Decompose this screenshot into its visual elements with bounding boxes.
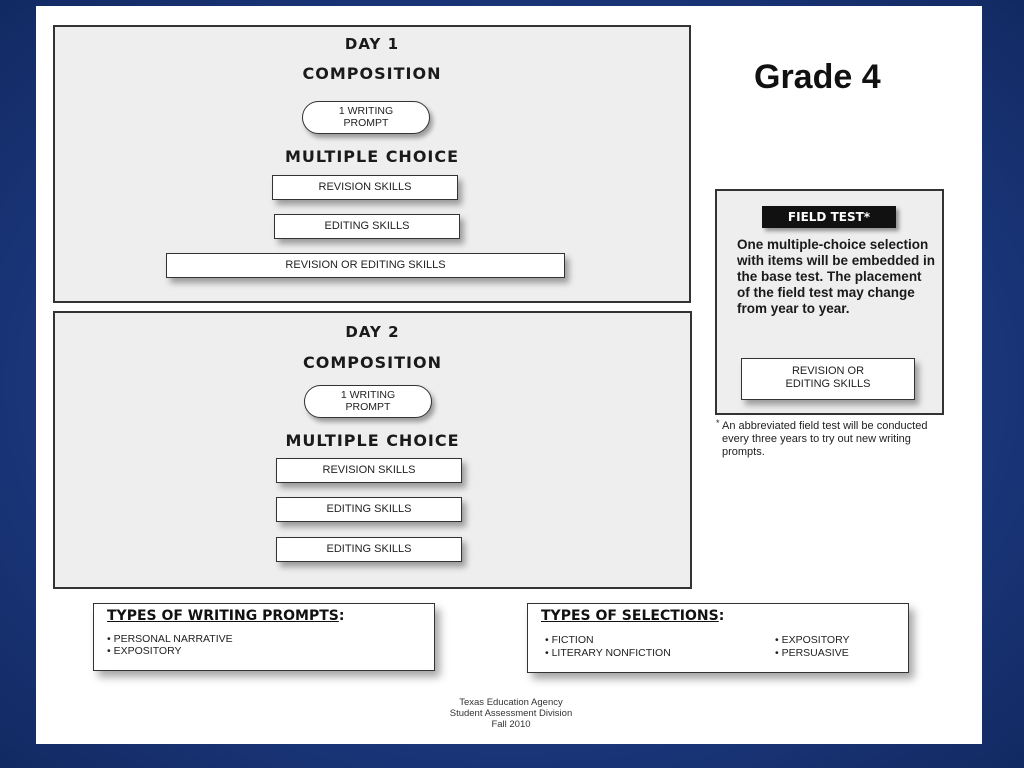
credit-line3: Fall 2010 [491, 719, 531, 730]
selection-item: • EXPOSITORY [775, 634, 850, 646]
day2-prompt-line2: PROMPT [345, 401, 391, 413]
grade-title: Grade 4 [754, 58, 881, 96]
writing-prompt-item: • PERSONAL NARRATIVE [107, 633, 233, 645]
day1-composition-heading: COMPOSITION [302, 64, 442, 83]
day2-multiple-choice-heading: MULTIPLE CHOICE [285, 431, 460, 450]
day1-title: DAY 1 [344, 35, 400, 53]
writing-prompts-heading [107, 608, 344, 624]
day2-writing-prompt [304, 385, 432, 418]
day2-composition-heading: COMPOSITION [303, 353, 442, 372]
day1-writing-prompt [302, 101, 430, 134]
field-test-panel [715, 189, 944, 415]
selection-item: • FICTION [545, 634, 594, 646]
day1-box-revision-skills: REVISION SKILLS [272, 175, 458, 200]
field-test-footnote: An abbreviated field test will be conducted every three years to try out new writing prompts. [722, 420, 928, 458]
writing-prompt-item: • EXPOSITORY [107, 645, 182, 657]
day1-prompt-line1: 1 WRITING [338, 105, 394, 117]
selections-title: TYPES OF SELECTIONS [541, 608, 719, 624]
field-test-badge: FIELD TEST* [762, 206, 896, 228]
selections-box [527, 603, 909, 673]
footnote-mark: * [716, 418, 720, 428]
selection-item: • LITERARY NONFICTION [545, 647, 671, 659]
day2-title: DAY 2 [345, 323, 400, 341]
field-test-box-line1: REVISION OR [791, 365, 865, 377]
selection-item: • PERSUASIVE [775, 647, 849, 659]
day1-box-editing-skills: EDITING SKILLS [274, 214, 460, 239]
field-test-box-line2: EDITING SKILLS [785, 378, 871, 390]
writing-prompts-title: TYPES OF WRITING PROMPTS [107, 608, 339, 624]
selections-heading [541, 608, 724, 624]
writing-prompts-box [93, 603, 435, 671]
day2-panel [53, 311, 692, 589]
credit-line2: Student Assessment Division [449, 708, 573, 719]
day2-box-editing-skills-2: EDITING SKILLS [276, 537, 462, 562]
day1-panel [53, 25, 691, 303]
day2-box-revision-skills: REVISION SKILLS [276, 458, 462, 483]
day1-prompt-line2: PROMPT [343, 117, 389, 129]
writing-prompts-colon: : [338, 608, 345, 624]
day2-prompt-line1: 1 WRITING [340, 389, 396, 401]
day1-multiple-choice-heading: MULTIPLE CHOICE [284, 147, 460, 166]
field-test-description: One multiple-choice selection with items will be embedded in the base test. The placement of the field test may change from year to year. [737, 237, 936, 316]
field-test-box [741, 358, 915, 400]
selections-colon: : [718, 608, 725, 624]
day1-box-revision-or-editing: REVISION OR EDITING SKILLS [166, 253, 565, 278]
slide [36, 6, 982, 744]
day2-box-editing-skills: EDITING SKILLS [276, 497, 462, 522]
credit-line1: Texas Education Agency [459, 697, 563, 708]
